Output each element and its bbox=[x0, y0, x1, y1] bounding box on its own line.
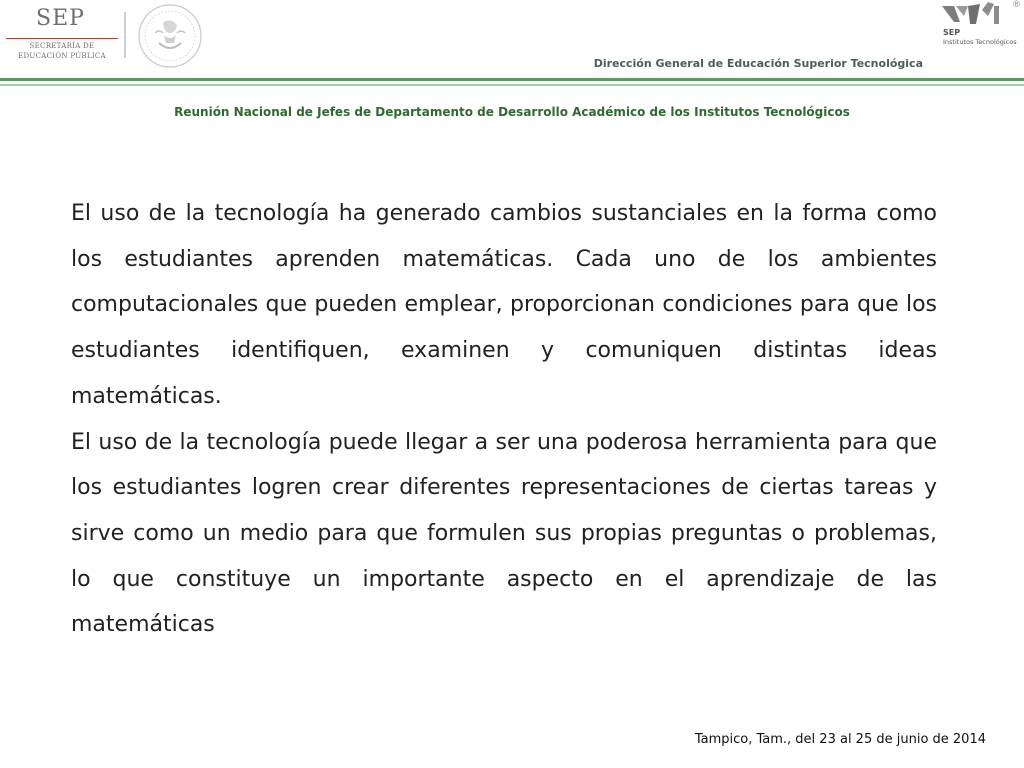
footer-location-date: Tampico, Tam., del 23 al 25 de junio de 2014 bbox=[694, 732, 986, 747]
sep-logo bbox=[6, 6, 118, 62]
ti-logo-subtitle: Institutos Tecnológicos bbox=[943, 38, 1017, 46]
sep-logo-line2: EDUCACIÓN PÚBLICA bbox=[18, 52, 106, 60]
institutos-tecnologicos-logo bbox=[940, 2, 1022, 50]
sep-logo-title: SEP bbox=[36, 6, 85, 31]
paragraph-2: El uso de la tecnología puede llegar a ser una poderosa herramienta para que los estudiantes logren crear diferentes representaciones de ciertas tareas y sirve como un medio para que formulen sus propias preguntas o problemas, lo que constituye un importante aspecto en el aprendizaje de las matemáticas bbox=[71, 429, 937, 638]
ti-logo-title: SEP bbox=[943, 28, 961, 37]
sep-logo-line1: SECRETARÍA DE bbox=[29, 42, 95, 50]
ti-emblem-icon bbox=[942, 2, 1002, 28]
registered-mark: ® bbox=[1012, 0, 1021, 10]
direction-title: Dirección General de Educación Superior Tecnológica bbox=[593, 57, 923, 70]
meeting-title: Reunión Nacional de Jefes de Departamento de Desarrollo Académico de los Institutos Tecnológicos bbox=[174, 105, 850, 119]
sep-logo-rule bbox=[6, 38, 118, 39]
paragraph-1: El uso de la tecnología ha generado cambios sustanciales en la forma como los estudiantes aprenden matemáticas. Cada uno de los ambientes computacionales que pueden emplear, proporcionan condiciones para que los estudiantes identifiquen, examinen y comuniquen distintas ideas matemáticas. bbox=[71, 201, 937, 409]
logo-divider bbox=[124, 12, 126, 58]
header-divider-light bbox=[0, 84, 1024, 86]
slide-body bbox=[71, 191, 937, 648]
mexico-coat-of-arms-icon bbox=[137, 3, 203, 69]
header-divider-dark bbox=[0, 78, 1024, 81]
slide-header bbox=[0, 0, 1024, 96]
